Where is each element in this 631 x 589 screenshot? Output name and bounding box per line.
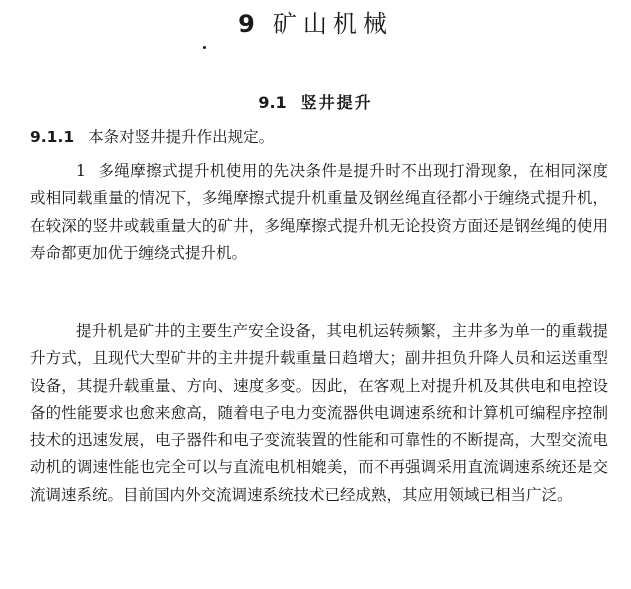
body-paragraph: 提升机是矿井的主要生产安全设备，其电机运转频繁，主井多为单一的重载提升方式，且现代大型矿井的主井提升载重量日趋增大；副井担负升降人员和运送重型设备，其提升载重量、方向、速度多变。因此，在客观上对提升机及其供电和电控设备的性能要求也愈来愈高，随着电子电力变流器供电调速系统和计算机可编程序控制技术的迅速发展，电子器件和电子变流装置的性能和可靠性的不断提高，大型交流电动机的调速性能也完全可以与直流电机相媲美，而不再强调采用直流调速系统还是交流调速系统。目前国内外交流调速系统技术已经成熟，其应用领域已相当广泛。	[30, 322, 608, 504]
item-text: 多绳摩擦式提升机使用的先决条件是提升时不出现打滑现象，在相同深度或相同载重量的情况下，多绳摩擦式提升机重量及钢丝绳直径都小于缠绕式提升机，在较深的竖井或载重量大的矿井，多绳摩擦式提升机无论投资方面还是钢丝绳的使用寿命都更加优于缠绕式提升机。	[30, 162, 608, 262]
clause-text: 本条对竖井提升作出规定。	[88, 128, 275, 146]
chapter-number: 9	[238, 10, 255, 38]
clause-number: 9.1.1	[30, 128, 75, 146]
section-title-text: 竖井提升	[300, 93, 373, 112]
chapter-title	[0, 4, 631, 39]
section-number: 9.1	[258, 93, 287, 112]
clause-heading	[30, 124, 608, 151]
list-item	[30, 158, 608, 267]
section-title	[0, 90, 631, 113]
item-number: 1	[76, 162, 86, 180]
chapter-title-text: 矿山机械	[272, 10, 393, 38]
scan-speck	[203, 46, 206, 49]
